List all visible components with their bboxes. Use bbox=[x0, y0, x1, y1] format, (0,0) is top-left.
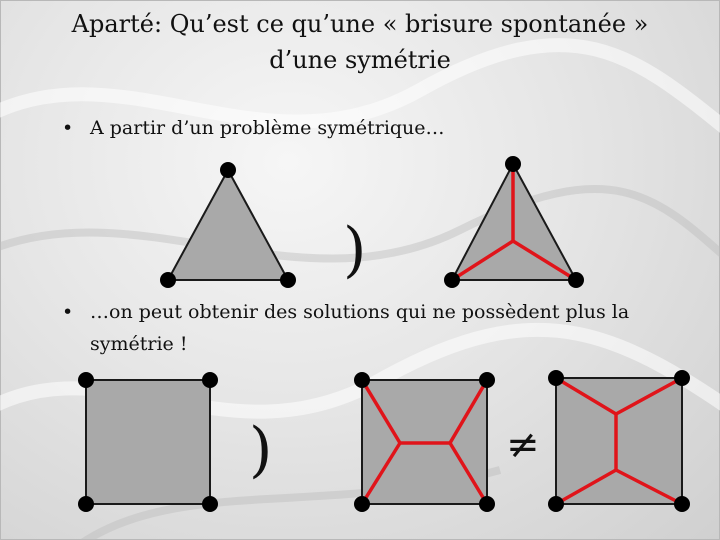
square-node-bl bbox=[78, 496, 94, 512]
square-solution-vertical bbox=[548, 370, 690, 512]
hsquare-node-br bbox=[479, 496, 495, 512]
arrow-symbol-top: ) bbox=[343, 215, 367, 285]
symmetric-triangle bbox=[160, 162, 296, 288]
square-node-br bbox=[202, 496, 218, 512]
triangle-solution bbox=[444, 156, 584, 288]
bullet-text-2: …on peut obtenir des solutions qui ne possèdent plus la symétrie ! bbox=[90, 301, 630, 355]
vsquare-node-br bbox=[674, 496, 690, 512]
triangle-node-left bbox=[160, 272, 176, 288]
solution-node-right bbox=[568, 272, 584, 288]
vsquare-node-tr bbox=[674, 370, 690, 386]
hsquare-node-tl bbox=[354, 372, 370, 388]
solution-node-left bbox=[444, 272, 460, 288]
vsquare-node-tl bbox=[548, 370, 564, 386]
title-line-2: d’une symétrie bbox=[269, 46, 451, 74]
hsquare-node-bl bbox=[354, 496, 370, 512]
hsquare-node-tr bbox=[479, 372, 495, 388]
vsquare-node-bl bbox=[548, 496, 564, 512]
bullet-text-1: A partir d’un problème symétrique… bbox=[90, 117, 445, 139]
bullet-marker: • bbox=[62, 301, 74, 323]
triangle-node-top bbox=[220, 162, 236, 178]
solution-node-top bbox=[505, 156, 521, 172]
triangle-node-right bbox=[280, 272, 296, 288]
symmetric-square bbox=[78, 372, 218, 512]
arrow-symbol-bottom: ) bbox=[249, 415, 273, 485]
title-line-1: Aparté: Qu’est ce qu’une « brisure spontanée » bbox=[71, 10, 649, 38]
not-equal-symbol: ≠ bbox=[506, 422, 540, 468]
bullet-marker: • bbox=[62, 117, 74, 139]
square-node-tr bbox=[202, 372, 218, 388]
square-solution-horizontal bbox=[354, 372, 495, 512]
square-node-tl bbox=[78, 372, 94, 388]
